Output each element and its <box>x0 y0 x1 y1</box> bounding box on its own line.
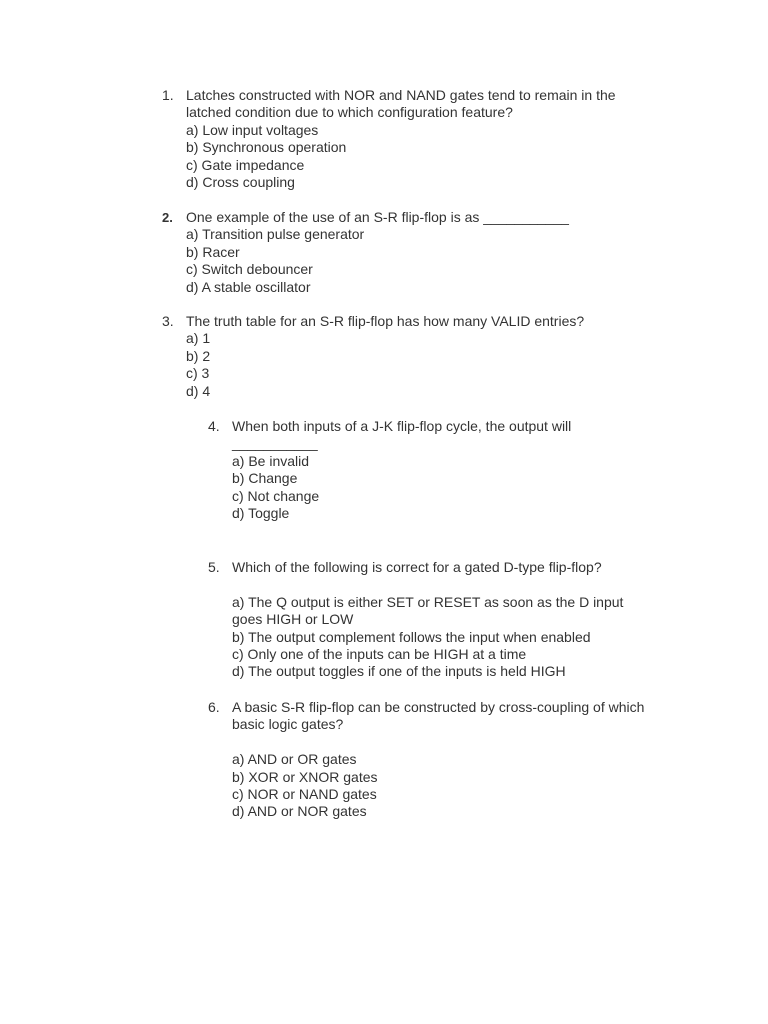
answer-option: b) The output complement follows the input when enabled <box>232 628 591 645</box>
spacer <box>232 576 732 593</box>
question-text: Latches constructed with NOR and NAND gates tend to remain in the <box>186 87 616 103</box>
spacer <box>232 734 732 751</box>
answer-option: d) The output toggles if one of the inputs is held HIGH <box>232 663 566 680</box>
question-2 <box>162 209 686 296</box>
question-number: 1. <box>162 87 174 103</box>
question-number: 6. <box>208 699 220 715</box>
answer-option: c) Only one of the inputs can be HIGH at a time <box>232 646 527 663</box>
answer-option: c) Gate impedance <box>186 156 305 173</box>
answer-option: c) NOR or NAND gates <box>232 786 377 803</box>
question-text: latched condition due to which configuration feature? <box>186 104 513 121</box>
answer-option: a) Low input voltages <box>186 121 319 138</box>
question-text: A basic S-R flip-flop can be constructed by cross-coupling of which <box>232 699 645 715</box>
answer-option: a) AND or OR gates <box>232 751 357 768</box>
answer-option: b) 2 <box>186 347 211 364</box>
question-text: basic logic gates? <box>232 716 344 733</box>
answer-option: a) Be invalid <box>232 452 310 469</box>
question-text: One example of the use of an S-R flip-flop is as ___________ <box>186 209 569 225</box>
question-text: When both inputs of a J-K flip-flop cycle, the output will <box>232 418 572 434</box>
answer-option: c) Switch debouncer <box>186 261 313 278</box>
answer-option: d) 4 <box>186 382 211 399</box>
question-4 <box>208 418 732 522</box>
question-number: 5. <box>208 559 220 575</box>
answer-option: d) Cross coupling <box>186 174 295 191</box>
question-text: ___________ <box>232 435 318 452</box>
question-3 <box>162 313 686 400</box>
answer-option-continuation: goes HIGH or LOW <box>232 611 354 628</box>
answer-option: d) Toggle <box>232 505 290 522</box>
answer-option: b) XOR or XNOR gates <box>232 768 378 785</box>
question-number: 4. <box>208 418 220 434</box>
answer-option: b) Racer <box>186 243 240 260</box>
question-6 <box>208 699 732 821</box>
question-number: 3. <box>162 313 174 329</box>
answer-option: a) The Q output is either SET or RESET as soon as the D input <box>232 593 624 610</box>
question-text: Which of the following is correct for a gated D-type flip-flop? <box>232 559 602 575</box>
answer-option: d) AND or NOR gates <box>232 803 367 820</box>
answer-option: c) Not change <box>232 487 320 504</box>
question-1 <box>162 87 686 191</box>
question-5 <box>208 559 732 681</box>
answer-option: b) Synchronous operation <box>186 139 347 156</box>
question-text: The truth table for an S-R flip-flop has how many VALID entries? <box>186 313 585 329</box>
answer-option: d) A stable oscillator <box>186 278 311 295</box>
answer-option: c) 3 <box>186 365 210 382</box>
answer-option: b) Change <box>232 470 298 487</box>
answer-option: a) Transition pulse generator <box>186 226 365 243</box>
question-number: 2. <box>162 210 173 225</box>
answer-option: a) 1 <box>186 330 211 347</box>
